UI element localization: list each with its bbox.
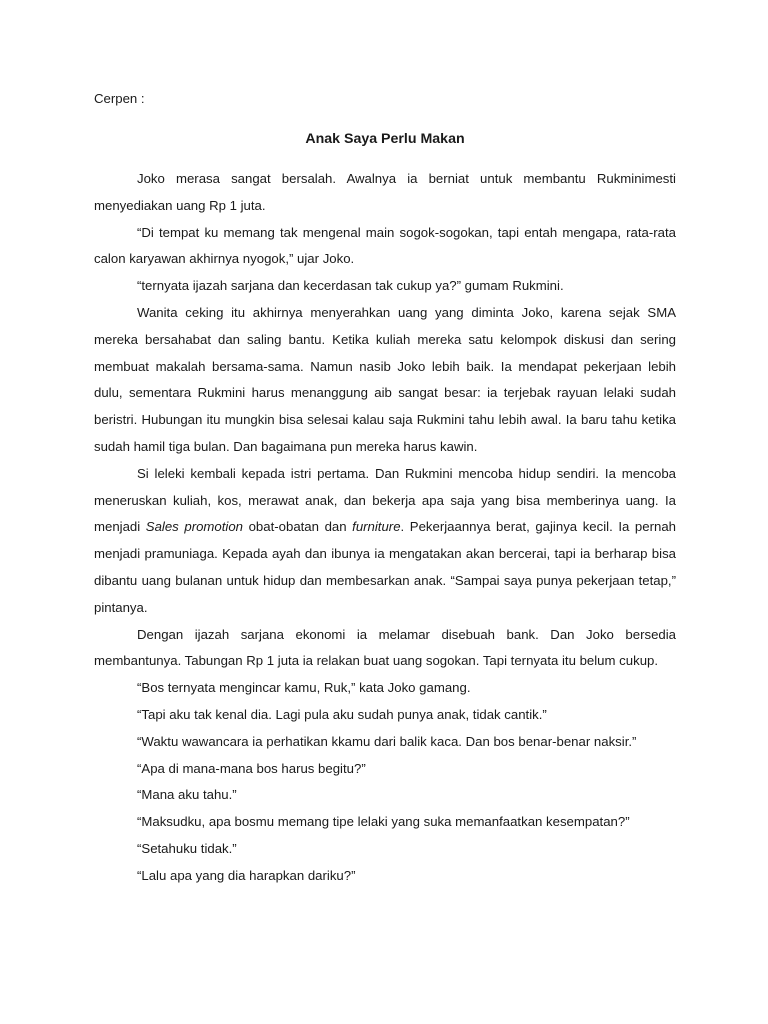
paragraph-5 (94, 461, 676, 622)
paragraph-5-text-b: obat-obatan dan (243, 519, 353, 535)
dialogue-line-2: “Tapi aku tak kenal dia. Lagi pula aku sudah punya anak, tidak cantik.” (137, 706, 547, 722)
dialogue-line-7: “Setahuku tidak.” (137, 840, 237, 856)
dialogue-line-4: “Apa di mana-mana bos harus begitu?” (137, 760, 366, 776)
paragraph-2: “Di tempat ku memang tak mengenal main sogok-sogokan, tapi entah mengapa, rata-rata calon karyawan akhirnya nyogok,” ujar Joko. (94, 224, 676, 267)
story-title: Anak Saya Perlu Makan (305, 131, 465, 147)
paragraph-3: “ternyata ijazah sarjana dan kecerdasan tak cukup ya?” gumam Rukmini. (137, 278, 564, 294)
paragraph-5-text-c: . Pekerjaannya berat, gajinya kecil. Ia pernah menjadi pramuniaga. Kepada ayah dan ibunya ia mengatakan akan bercerai, tapi ia berharap bisa dibantu uang bulanan untuk hidup dan membesarkan anak. “Sampai saya punya pekerjaan tetap,” pintanya. (94, 519, 676, 615)
document-label: Cerpen : (94, 91, 145, 106)
dialogue-line-3: “Waktu wawancara ia perhatikan kkamu dari balik kaca. Dan bos benar-benar naksir.” (137, 733, 637, 749)
paragraph-5-text-a: Si leleki kembali kepada istri pertama. Dan Rukmini mencoba hidup sendiri. Ia mencoba meneruskan kuliah, kos, merawat anak, dan bekerja apa saja yang bisa memberinya uang. Ia menjadi (94, 465, 676, 535)
paragraph-6: Dengan ijazah sarjana ekonomi ia melamar disebuah bank. Dan Joko bersedia membantunya. Tabungan Rp 1 juta ia relakan buat uang sogokan. Tapi ternyata itu belum cukup. (94, 626, 676, 669)
dialogue-line-6: “Maksudku, apa bosmu memang tipe lelaki yang suka memanfaatkan kesempatan?” (137, 814, 630, 830)
paragraph-1: Joko merasa sangat bersalah. Awalnya ia berniat untuk membantu Rukminimesti menyediakan uang Rp 1 juta. (94, 171, 676, 213)
dialogue-line-5: “Mana aku tahu.” (137, 787, 237, 803)
document-page (94, 86, 676, 890)
dialogue-line-1: “Bos ternyata mengincar kamu, Ruk,” kata Joko gamang. (137, 680, 471, 696)
dialogue-line-8: “Lalu apa yang dia harapkan dariku?” (137, 867, 356, 883)
paragraph-4: Wanita ceking itu akhirnya menyerahkan uang yang diminta Joko, karena sejak SMA mereka bersahabat dan saling bantu. Ketika kuliah mereka satu kelompok diskusi dan sering membuat makalah bersama-sama. Namun nasib Joko lebih baik. Ia mendapat pekerjaan lebih dulu, sementara Rukmini harus menanggung aib sangat besar: ia terjebak rayuan lelaki sudah beristri. Hubungan itu mungkin bisa selesai kalau saja Rukmini tahu lebih awal. Ia baru tahu ketika sudah hamil tiga bulan. Dan bagaimana pun mereka harus kawin. (94, 304, 676, 454)
paragraph-5-italic-a: Sales promotion (145, 519, 243, 535)
paragraph-5-italic-b: furniture (352, 519, 401, 535)
